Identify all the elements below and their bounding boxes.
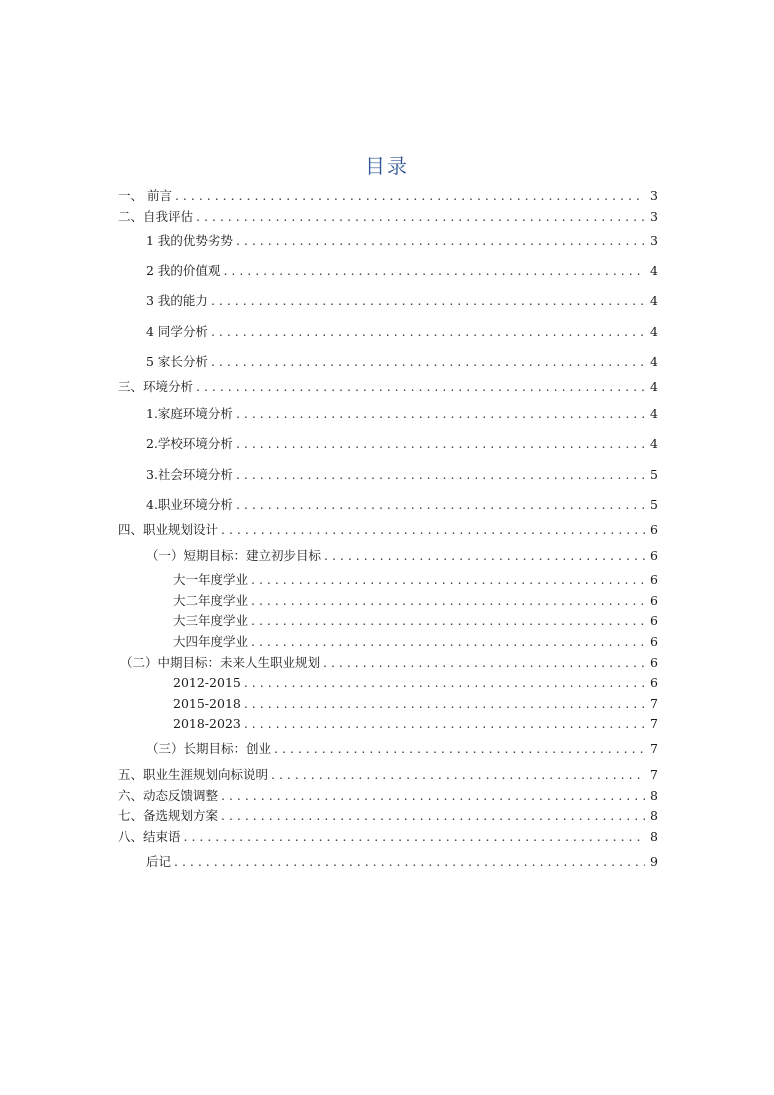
toc-entry[interactable] <box>120 653 658 673</box>
toc-leader-dots <box>323 653 645 673</box>
toc-entry-page: 6 <box>650 675 658 690</box>
toc-leader-dots <box>324 546 645 566</box>
toc-leader-dots <box>236 404 645 424</box>
toc-leader-dots <box>244 714 645 734</box>
toc-leader-dots <box>174 852 645 872</box>
toc-leader-dots <box>184 827 645 847</box>
toc-leader-dots <box>251 570 645 590</box>
toc-entry-page: 8 <box>650 788 658 803</box>
toc-entry[interactable] <box>146 465 658 485</box>
toc-leader-dots <box>221 786 645 806</box>
toc-entry-label: 1 我的优势劣势 <box>146 233 233 248</box>
toc-entry-label: 后记 <box>146 854 172 869</box>
toc-entry-page: 4 <box>650 354 658 369</box>
toc-entry-page: 4 <box>650 324 658 339</box>
toc-entry-label: 2.学校环境分析 <box>146 436 233 451</box>
toc-entry[interactable] <box>146 434 658 454</box>
toc-entry-page: 7 <box>650 741 658 756</box>
toc-entry[interactable] <box>146 231 658 251</box>
toc-leader-dots <box>271 765 645 785</box>
toc-entry[interactable] <box>118 765 658 785</box>
toc-leader-dots <box>211 322 645 342</box>
toc-entry-page: 8 <box>650 829 658 844</box>
toc-entry-page: 5 <box>650 497 658 512</box>
toc-entry[interactable] <box>118 520 658 540</box>
toc-leader-dots <box>251 632 645 652</box>
toc-entry[interactable] <box>118 186 658 206</box>
toc-entry-label: 七、备选规划方案 <box>118 808 219 823</box>
toc-leader-dots <box>236 434 645 454</box>
toc-entry[interactable] <box>173 632 658 652</box>
toc-entry-label: 大一年度学业 <box>173 572 249 587</box>
toc-entry[interactable] <box>146 322 658 342</box>
toc-entry[interactable] <box>118 207 658 227</box>
toc-leader-dots <box>251 591 645 611</box>
toc-entry-label: 大四年度学业 <box>173 634 249 649</box>
toc-entry-label: 2 我的价值观 <box>146 263 221 278</box>
toc-entry[interactable] <box>173 714 658 734</box>
toc-entry-page: 4 <box>650 263 658 278</box>
toc-leader-dots <box>196 377 645 397</box>
toc-leader-dots <box>221 520 645 540</box>
toc-leader-dots <box>251 611 645 631</box>
toc-entry-label: 2012-2015 <box>173 675 241 690</box>
toc-entry[interactable] <box>146 546 658 566</box>
toc-entry[interactable] <box>146 852 658 872</box>
toc-entry-label: 大二年度学业 <box>173 593 249 608</box>
toc-entry-page: 6 <box>650 593 658 608</box>
toc-leader-dots <box>175 186 645 206</box>
toc-entry-label: 4 同学分析 <box>146 324 208 339</box>
toc-entry[interactable] <box>173 673 658 693</box>
toc-entry-label: 2018-2023 <box>173 716 241 731</box>
toc-entry-page: 3 <box>650 188 658 203</box>
toc-entry[interactable] <box>173 591 658 611</box>
toc-leader-dots <box>274 739 645 759</box>
toc-entry-page: 4 <box>650 293 658 308</box>
toc-entry-page: 7 <box>650 696 658 711</box>
toc-leader-dots <box>236 465 645 485</box>
toc-leader-dots <box>196 207 645 227</box>
toc-entry[interactable] <box>146 352 658 372</box>
toc-entry-label: 八、结束语 <box>118 829 181 844</box>
toc-entry-page: 3 <box>650 209 658 224</box>
toc-entry-label: 3 我的能力 <box>146 293 208 308</box>
toc-entry-page: 6 <box>650 655 658 670</box>
toc-entry-page: 4 <box>650 436 658 451</box>
toc-leader-dots <box>244 694 645 714</box>
toc-entry-page: 6 <box>650 522 658 537</box>
toc-entry-label: （二）中期目标：未来人生职业规划 <box>120 655 321 670</box>
toc-entry-label: 3.社会环境分析 <box>146 467 233 482</box>
toc-entry-label: 二、自我评估 <box>118 209 194 224</box>
toc-entry[interactable] <box>146 404 658 424</box>
toc-entry-label: 4.职业环境分析 <box>146 497 233 512</box>
toc-entry[interactable] <box>173 611 658 631</box>
toc-entry-label: 2015-2018 <box>173 696 241 711</box>
toc-entry-label: 大三年度学业 <box>173 613 249 628</box>
toc-entry-label: 五、职业生涯规划向标说明 <box>118 767 269 782</box>
toc-entry[interactable] <box>146 261 658 281</box>
toc-leader-dots <box>211 352 645 372</box>
toc-entry-page: 4 <box>650 379 658 394</box>
toc-entry-page: 9 <box>650 854 658 869</box>
toc-entry-label: 四、职业规划设计 <box>118 522 219 537</box>
toc-entry[interactable] <box>118 827 658 847</box>
toc-entry[interactable] <box>173 570 658 590</box>
toc-title: 目录 <box>365 154 409 178</box>
toc-leader-dots <box>221 806 645 826</box>
toc-entry-page: 8 <box>650 808 658 823</box>
toc-entry-page: 7 <box>650 716 658 731</box>
toc-entry[interactable] <box>146 739 658 759</box>
toc-entry-label: 六、动态反馈调整 <box>118 788 219 803</box>
toc-entry-page: 7 <box>650 767 658 782</box>
toc-entry-page: 4 <box>650 406 658 421</box>
toc-entry-page: 5 <box>650 467 658 482</box>
toc-entry-label: 5 家长分析 <box>146 354 208 369</box>
toc-entry-page: 6 <box>650 634 658 649</box>
toc-entry-page: 6 <box>650 572 658 587</box>
toc-entry-page: 6 <box>650 613 658 628</box>
toc-entry-page: 3 <box>650 233 658 248</box>
toc-leader-dots <box>236 231 645 251</box>
toc-entry[interactable] <box>118 806 658 826</box>
toc-entry-label: 1.家庭环境分析 <box>146 406 233 421</box>
toc-leader-dots <box>223 261 645 281</box>
toc-entry-page: 6 <box>650 548 658 563</box>
toc-entry[interactable] <box>118 786 658 806</box>
toc-entry-label: 一、 前言 <box>118 188 172 203</box>
toc-entry-label: 三、环境分析 <box>118 379 194 394</box>
toc-leader-dots <box>236 495 645 515</box>
toc-leader-dots <box>244 673 645 693</box>
toc-entry[interactable] <box>146 291 658 311</box>
toc-entry[interactable] <box>173 694 658 714</box>
toc-entry-label: （三）长期目标：创业 <box>146 741 272 756</box>
toc-entry[interactable] <box>146 495 658 515</box>
toc-entry[interactable] <box>118 377 658 397</box>
toc-entry-label: （一）短期目标：建立初步目标 <box>146 548 322 563</box>
toc-leader-dots <box>211 291 645 311</box>
